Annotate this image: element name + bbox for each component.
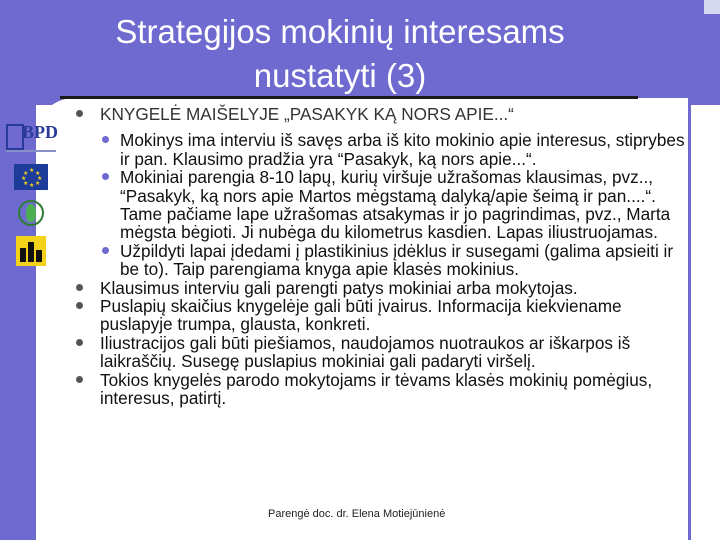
bullet-text: Tokios knygelės parodo mokytojams ir tėvams klasės mokinių pomėgius, interesus, patirtį. bbox=[100, 369, 653, 409]
slide-body bbox=[76, 105, 692, 408]
bullet-icon bbox=[102, 247, 109, 254]
green-emblem-icon bbox=[16, 198, 46, 228]
sub-bullet bbox=[92, 131, 692, 168]
bpd-logo-icon: BPD bbox=[4, 120, 58, 156]
sub-bullet-text: Mokiniai parengia 8-10 lapų, kurių viršuje užrašomas klausimas, pvz.., “Pasakyk, ką nors apie Martos mėgstamą dalyką/apie šeimą ir pan....“. Tame pačiame lape užrašomas atsakymas ir jo pagrindimas, pvz., Marta mėgsta bėgioti. Ji nubėga du kilometrus kasdien. Lapas iliustruojamas. bbox=[120, 167, 671, 243]
eu-flag-icon: ★ ★ ★ ★ ★ ★ ★ ★ bbox=[14, 164, 48, 190]
sub-bullet bbox=[92, 242, 692, 279]
footer-author: Parengė doc. dr. Elena Motiejūnienė bbox=[268, 508, 446, 520]
sub-bullet bbox=[92, 168, 692, 242]
bullet-icon bbox=[102, 136, 109, 143]
bullet-icon bbox=[76, 110, 83, 117]
bullet bbox=[76, 371, 692, 408]
bullet-text: Puslapių skaičius knygelėje gali būti įvairus. Informacija kiekviename puslapyje trumpa, glausta, konkreti. bbox=[100, 296, 622, 335]
sub-bullet-text: Mokinys ima interviu iš savęs arba iš kito mokinio apie interesus, stiprybes ir pan. Klausimo pradžia yra “Pasakyk, ką nors apie...“. bbox=[120, 130, 685, 169]
corner-decoration bbox=[704, 0, 720, 14]
bullet-icon bbox=[76, 302, 83, 309]
bullet-icon bbox=[102, 173, 109, 180]
bullet bbox=[76, 334, 692, 371]
yellow-black-logo-icon bbox=[16, 236, 46, 266]
bullet-icon bbox=[76, 376, 83, 383]
heading-text: KNYGELĖ MAIŠELYJE „PASAKYK KĄ NORS APIE...“ bbox=[100, 104, 514, 124]
bullet bbox=[76, 279, 692, 297]
sub-bullet-text: Užpildyti lapai įdedami į plastikinius įdėklus ir susegami (galima apsieiti ir be to). Taip parengiama knyga apie klasės mokinius. bbox=[120, 240, 674, 280]
bullet-text: Iliustracijos gali būti piešiamos, naudojamos nuotraukos ar iškarpos iš laikraščių. Susegę puslapius mokiniai gali padaryti viršelį. bbox=[100, 332, 631, 372]
heading-bullet bbox=[76, 105, 692, 123]
slide-title: Strategijos mokinių interesams nustatyti (3) bbox=[115, 13, 565, 94]
logo-column bbox=[4, 120, 58, 274]
bullet-text: Klausimus interviu gali parengti patys mokiniai arba mokytojas. bbox=[100, 277, 578, 298]
title-underline bbox=[60, 96, 638, 99]
bullet-icon bbox=[76, 284, 83, 291]
bullet-icon bbox=[76, 339, 83, 346]
bullet bbox=[76, 297, 692, 334]
